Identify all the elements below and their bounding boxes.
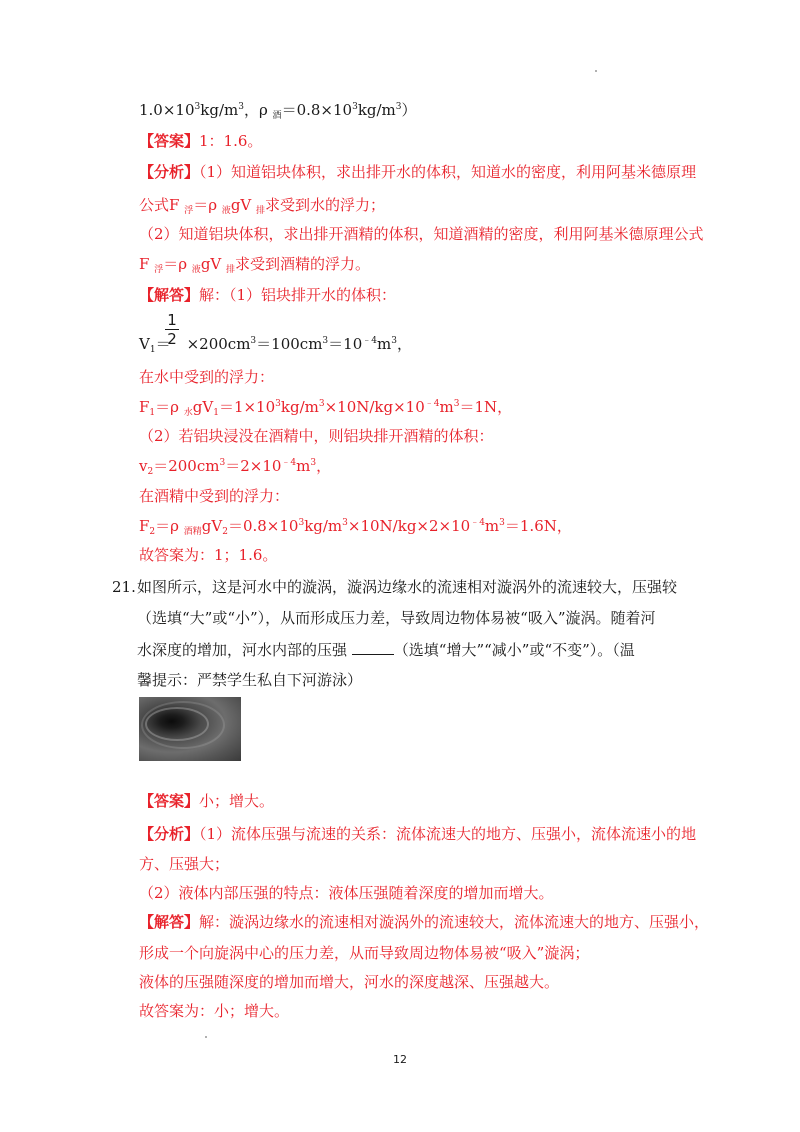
q21-analysis-1b: 方、压强大；	[139, 855, 230, 873]
q21-analysis-2: （2）液体内部压强的特点：液体压强随着深度的增加而增大。	[139, 884, 554, 902]
q21-number: 21.	[112, 578, 136, 596]
q21-stem-3: 水深度的增加，河水内部的压强 （选填“增大”“减小”或“不变”）。（温	[137, 641, 635, 659]
fraction-numerator: 1	[167, 311, 177, 329]
answer-blank[interactable]	[352, 640, 394, 655]
fraction-denominator: 2	[167, 330, 177, 348]
scan-dot	[595, 70, 597, 72]
v2-equation: $v_2=200cm^3=2\times 10^{﹣4}m^3$，	[139, 457, 332, 477]
q20-solution-1: 【解答】解：（1）铝块排开水的体积：	[139, 286, 397, 304]
alcohol-buoyancy-label: 在酒精中受到的浮力：	[139, 487, 290, 505]
q21-answer: 【答案】小；增大。	[139, 792, 275, 810]
q20-solution-2: （2）若铝块浸没在酒精中，则铝块排开酒精的体积：	[139, 427, 494, 445]
whirlpool-inner-ring	[145, 707, 209, 741]
q21-solution-1: 【解答】解：漩涡边缘水的流速相对漩涡外的流速较大，流体流速大的地方、压强小，	[139, 913, 710, 931]
q21-analysis-1: 【分析】（1）流体压强与流速的关系：流体流速大的地方、压强小，流体流速小的地	[139, 825, 697, 843]
whirlpool-image	[139, 697, 241, 761]
q20-analysis-2b: F $_浮$＝ρ $_液$gV $_排$求受到酒精的浮力。	[139, 255, 371, 275]
q20-analysis-1: 【分析】（1）知道铝块体积，求出排开水的体积，知道水的密度，利用阿基米德原理	[139, 163, 697, 181]
f1-equation: $F_1=\rho$ $_水gV_1=1\times 10^3kg/m^3\times 10N/kg\times 10^{﹣4}m^3=1N$，	[139, 398, 513, 418]
density-given-line: $1.0\times 10^3kg/m^3$，ρ $_酒=0.8\times 10^3kg/m^3$）	[139, 101, 417, 121]
q21-solution-1b: 形成一个向旋涡中心的压力差，从而导致周边物体易被“吸入”漩涡；	[139, 944, 590, 962]
scan-dot	[205, 1036, 207, 1038]
q20-analysis-2: （2）知道铝块体积，求出排开酒精的体积，知道酒精的密度，利用阿基米德原理公式	[139, 225, 704, 243]
q21-solution-2: 液体的压强随深度的增加而增大，河水的深度越深、压强越大。	[139, 973, 560, 991]
q21-stem-4: 馨提示：严禁学生私自下河游泳）	[137, 671, 363, 689]
q21-stem-2: （选填“大”或“小”），从而形成压力差，导致周边物体易被“吸入”漩涡。随着河	[137, 609, 656, 627]
q20-analysis-1b: 公式F $_浮$＝ρ $_液$gV $_排$求受到水的浮力；	[139, 196, 386, 216]
v1-equation: $V_1= \times 200cm^3=100cm^3=10^{﹣4}m^3$，	[139, 335, 412, 355]
page-number: 12	[393, 1053, 407, 1066]
q21-conclusion: 故答案为：小；增大。	[139, 1002, 290, 1020]
water-buoyancy-label: 在水中受到的浮力：	[139, 368, 275, 386]
q20-answer: 【答案】1：1.6。	[139, 132, 263, 150]
f2-equation: $F_2=\rho$ $_{酒精}gV_2=0.8\times 10^3kg/m^3\times 10N/kg\times 2\times 10^{﹣4}m^3=1.6N$，	[139, 517, 572, 537]
q21-stem-1: 如图所示，这是河水中的漩涡，漩涡边缘水的流速相对漩涡外的流速较大，压强较	[137, 578, 678, 596]
q20-conclusion: 故答案为：1；1.6。	[139, 546, 278, 564]
